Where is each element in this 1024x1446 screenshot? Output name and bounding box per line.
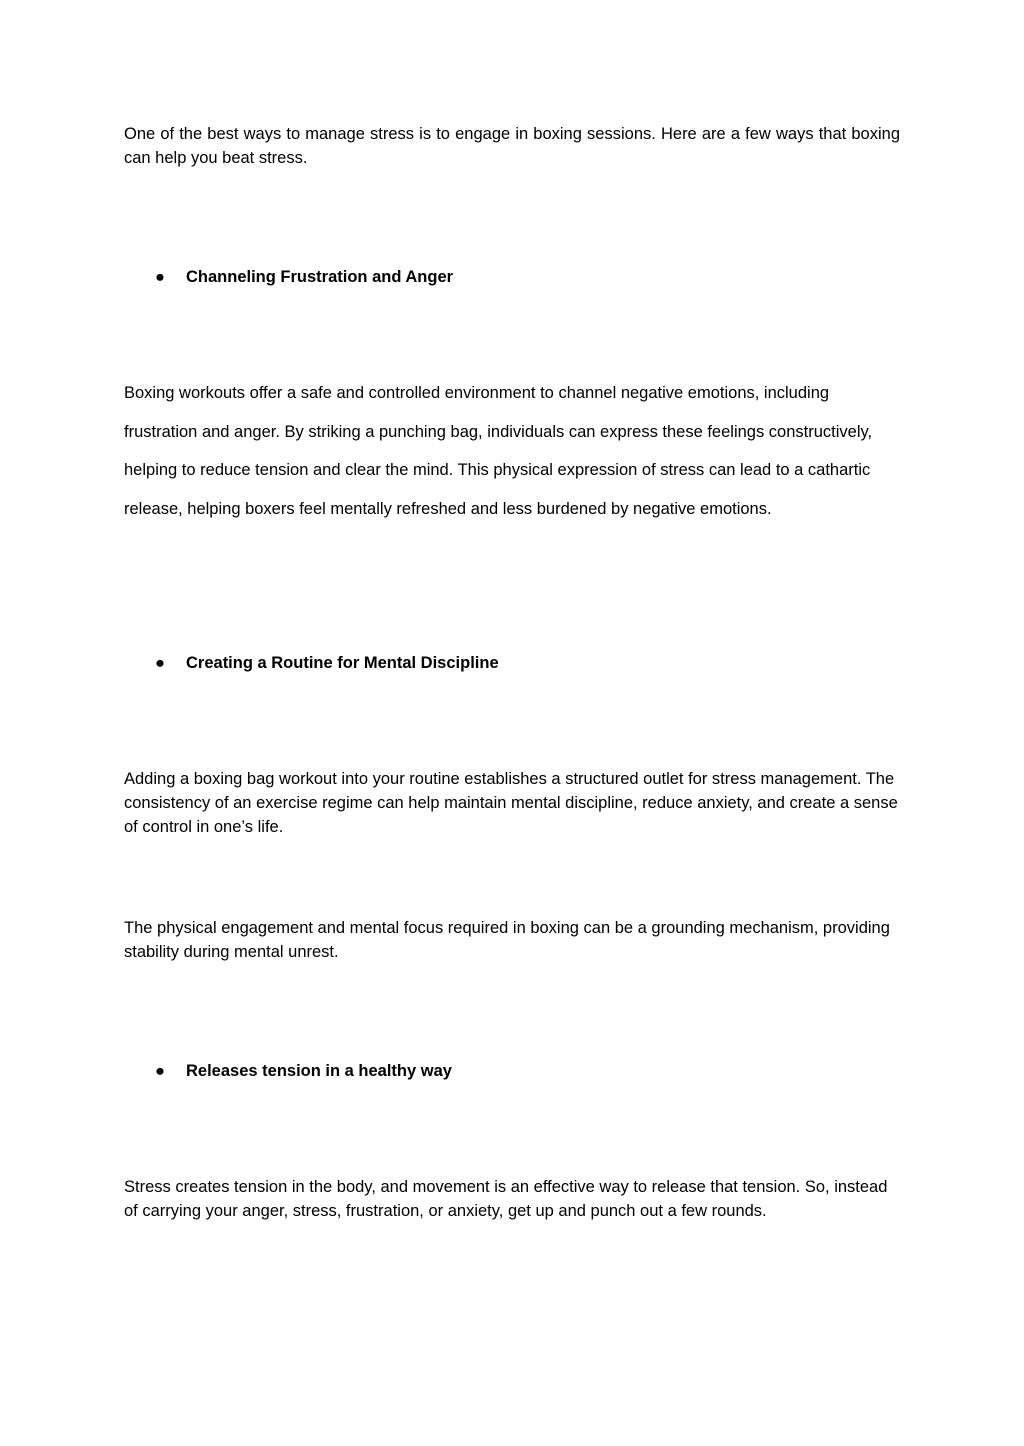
frustration-paragraph: Boxing workouts offer a safe and controlled environment to channel negative emotions, including frustration and anger. By striking a punching bag, individuals can express these feelings constructively, helping to reduce tension and clear the mind. This physical expression of stress can lead to a cathartic release, helping boxers feel mentally refreshed and less burdened by negative emotions. <box>124 384 873 518</box>
bullet-icon: ● <box>155 268 165 286</box>
routine-paragraph: Adding a boxing bag workout into your routine establishes a structured outlet for stress management. The consistency of an exercise regime can help maintain mental discipline, reduce anxiety, and create a sense of control in one’s life. <box>124 770 898 836</box>
grounding-paragraph: The physical engagement and mental focus required in boxing can be a grounding mechanism, providing stability during mental unrest. <box>124 919 890 961</box>
bullet-heading-frustration <box>155 265 453 289</box>
heading-text: Creating a Routine for Mental Discipline <box>186 654 499 672</box>
bullet-heading-tension <box>155 1059 452 1083</box>
heading-text: Releases tension in a healthy way <box>186 1062 452 1080</box>
tension-paragraph: Stress creates tension in the body, and movement is an effective way to release that tension. So, instead of carrying your anger, stress, frustration, or anxiety, get up and punch out a few rounds. <box>124 1178 888 1220</box>
bullet-icon: ● <box>155 654 165 672</box>
intro-paragraph: One of the best ways to manage stress is to engage in boxing sessions. Here are a few ways that boxing can help you beat stress. <box>124 125 900 167</box>
bullet-icon: ● <box>155 1062 165 1080</box>
bullet-heading-routine <box>155 651 499 675</box>
heading-text: Channeling Frustration and Anger <box>186 268 454 286</box>
